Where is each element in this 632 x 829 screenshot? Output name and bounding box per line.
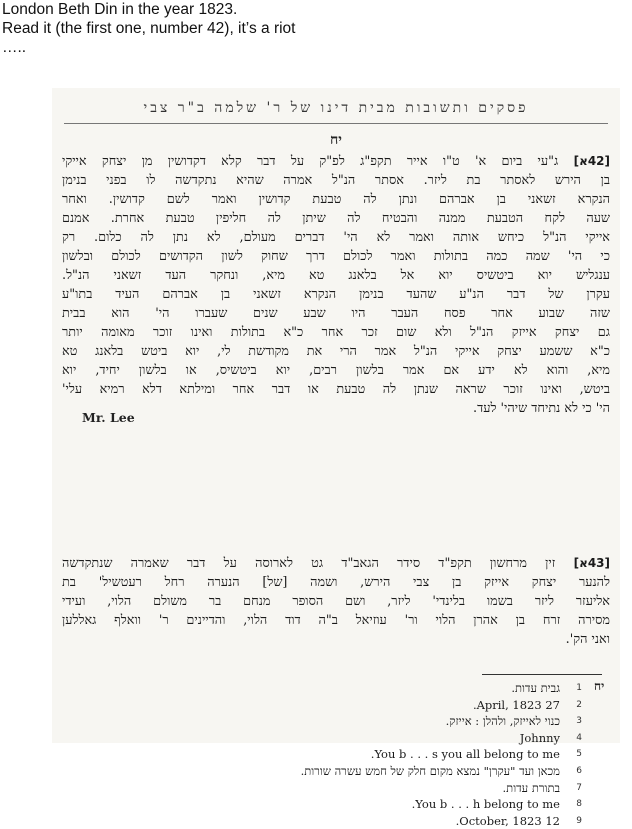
- footnote-number: 8: [576, 799, 582, 810]
- paragraph-line-text: כ"א ששמע יצחק אייקי הנ"ל אמר הרי את מקודשת לי, יוא ביטש בלאנג טא: [62, 344, 610, 359]
- section-number: יח: [330, 132, 342, 148]
- paragraph-line: [62, 361, 610, 380]
- paragraph-line-text: שעה לקח הטבעת ממנה והבטיח לה שיתן לה חליפין טבעת אחרת. אמנם: [62, 211, 610, 226]
- footnote-section-label: יח: [594, 679, 605, 693]
- caption-line-1: London Beth Din in the year 1823.: [2, 1, 238, 18]
- footnote-text: Johnny: [519, 730, 560, 745]
- paragraph-line-text: אייקי הנ"ל כיחש אותה ואמר לא הי' דברים מעולם, לא נתן לה כלום. רק: [62, 230, 610, 245]
- paragraph-line-text: זין מרחשון תקפ"ד סידר הגאב"ד גט לארוסה על דבר שאמרה שנתקדשה: [62, 556, 556, 571]
- paragraph-42: [62, 152, 610, 418]
- paragraph-line: [62, 285, 610, 304]
- paragraph-line: [62, 152, 610, 171]
- footnote-text: 27 April, 1823.: [472, 697, 560, 712]
- caption-line-3: …..: [2, 39, 27, 56]
- paragraph-line: [62, 228, 610, 247]
- footnote-item: [172, 746, 582, 763]
- footnote-item: [172, 796, 582, 813]
- footnote-text: You b . . . s you all belong to me.: [370, 747, 560, 762]
- footnote-text: בתורת עדות.: [502, 780, 560, 795]
- footnote-divider: [482, 674, 602, 675]
- footnote-text: מכאן ועד "עקרן" נמצא מקום חלק של חמש עשרה שורות.: [300, 763, 560, 778]
- paragraph-line-text: הנקרא זשאני בן אברהם ונתן לה טבעת קדושין ואמר לשם קדושין. ואחר: [62, 192, 610, 207]
- paragraph-line: [62, 304, 610, 323]
- paragraph-line-text: עקרן של דבר הנ"ע שהעד בנימן הנקרא זשאני בן אברהם העיד בתו"ע: [62, 287, 610, 302]
- footnote-number: 3: [576, 716, 582, 727]
- footnote-item: [172, 680, 582, 697]
- footnote-item: [172, 763, 582, 780]
- paragraph-line-text: הי' כי לא נתיחד שיהי' לעד.: [473, 401, 610, 416]
- footnote-number: 5: [576, 749, 582, 760]
- side-name-mr-lee: Mr. Lee: [82, 410, 135, 425]
- paragraph-line: [62, 611, 610, 630]
- footnote-number: 1: [576, 683, 582, 693]
- paragraph-number: [43א]: [573, 556, 610, 570]
- paragraph-line: [62, 171, 610, 190]
- paragraph-line-text: ביטש, ואינו זוכר שראה שנתן לה טבעת או דבר אחר ומילתא דלא רמיא עלי': [62, 382, 610, 397]
- paragraph-line: [62, 209, 610, 228]
- footnote-item: [172, 713, 582, 730]
- footnote-number: 4: [576, 732, 582, 743]
- footnote-item: [172, 697, 582, 714]
- paragraph-line: [62, 399, 610, 418]
- paragraph-line: [62, 266, 610, 285]
- paragraph-line-text: ואני הק'.: [565, 632, 610, 647]
- paragraph-line-text: מסירה זרח בן אהרן הלוי ור' עוזיאל ב"ה דוד הלוי, והדיינים ר' וואלף גאללען: [62, 613, 610, 628]
- footnote-number: 2: [576, 699, 582, 710]
- post-caption: [2, 0, 622, 57]
- paragraph-number: [42א]: [573, 154, 610, 168]
- paragraph-line-text: ענגליש יוא ביטשיס יוא אל בלאנג טא מיא, ונחקר העד זשאני הנ"ל.: [62, 268, 610, 283]
- footnote-text: You b . . . h belong to me.: [411, 797, 560, 812]
- footnote-text: כנוי לאייזק, ולהלן : אייזק.: [445, 714, 560, 729]
- scanned-page: [52, 88, 620, 828]
- paragraph-line: [62, 342, 610, 361]
- footnote-item: [172, 780, 582, 797]
- paragraph-line: [62, 190, 610, 209]
- footnote-item: [172, 813, 582, 829]
- footnote-text: 12 October, 1823.: [455, 813, 560, 828]
- footnote-text: גבית עדות.: [511, 681, 560, 695]
- paragraph-line: [62, 554, 610, 573]
- footnote-item: [172, 730, 582, 747]
- paragraph-line-text: בן הירש לאסתר בת ליזר. אסתר הנ"ל אמרה שהיא נתקדשה לו בפני בנימן: [62, 173, 610, 188]
- footnote-list: [172, 680, 582, 829]
- running-header: פסקים ותשובות מבית דינו של ר' שלמה ב"ר צבי: [143, 100, 529, 116]
- footnote-number: 6: [576, 765, 582, 776]
- paragraph-line: [62, 592, 610, 611]
- paragraph-line-text: גם יצחק אייזק הנ"ל ולא שום זכר אחר כ"א בתולות ואינו זוכר מאומה יותר: [62, 325, 610, 340]
- paragraph-line: [62, 323, 610, 342]
- paragraph-43: [62, 554, 610, 649]
- paragraph-line: [62, 247, 610, 266]
- header-divider: [64, 123, 608, 124]
- paragraph-line-text: מיא, והוא לא ידע אם אמר בלשון רבים, יוא ביטשיס, או בלשון יחיד, יוא: [62, 363, 610, 378]
- paragraph-line: [62, 380, 610, 399]
- paragraph-line: [62, 573, 610, 592]
- paragraph-line-text: שזה שבוע אחר פסח העבר היו שבע שנים שעברו הי' הוא בבית: [62, 306, 610, 321]
- caption-line-2: Read it (the first one, number 42), it’s a riot: [2, 20, 296, 37]
- paragraph-line-text: כי הי' שמה כמה בתולות ואמר לכולם דרך שחוק לשון הקדושים לכולם ובלשון: [62, 249, 610, 264]
- paragraph-line-text: אליעזר ליזר בשמו בלינדי' ליזר, ושם הסופר מנחם בר משולם הלוי, ועידי: [62, 594, 610, 609]
- footnote-number: 9: [576, 815, 582, 826]
- footnote-number: 7: [576, 782, 582, 793]
- paragraph-line-text: ג"עי ביום א' ט"ו אייר תקפ"ג לפ"ק על דבר קלא דקדושין מן יצחק אייקי: [62, 154, 559, 169]
- paragraph-line: [62, 630, 610, 649]
- paragraph-line-text: להנער יצחק אייזק בן צבי הירש, ושמה [של] הנערה רחל רעטשיל' בת: [62, 575, 610, 590]
